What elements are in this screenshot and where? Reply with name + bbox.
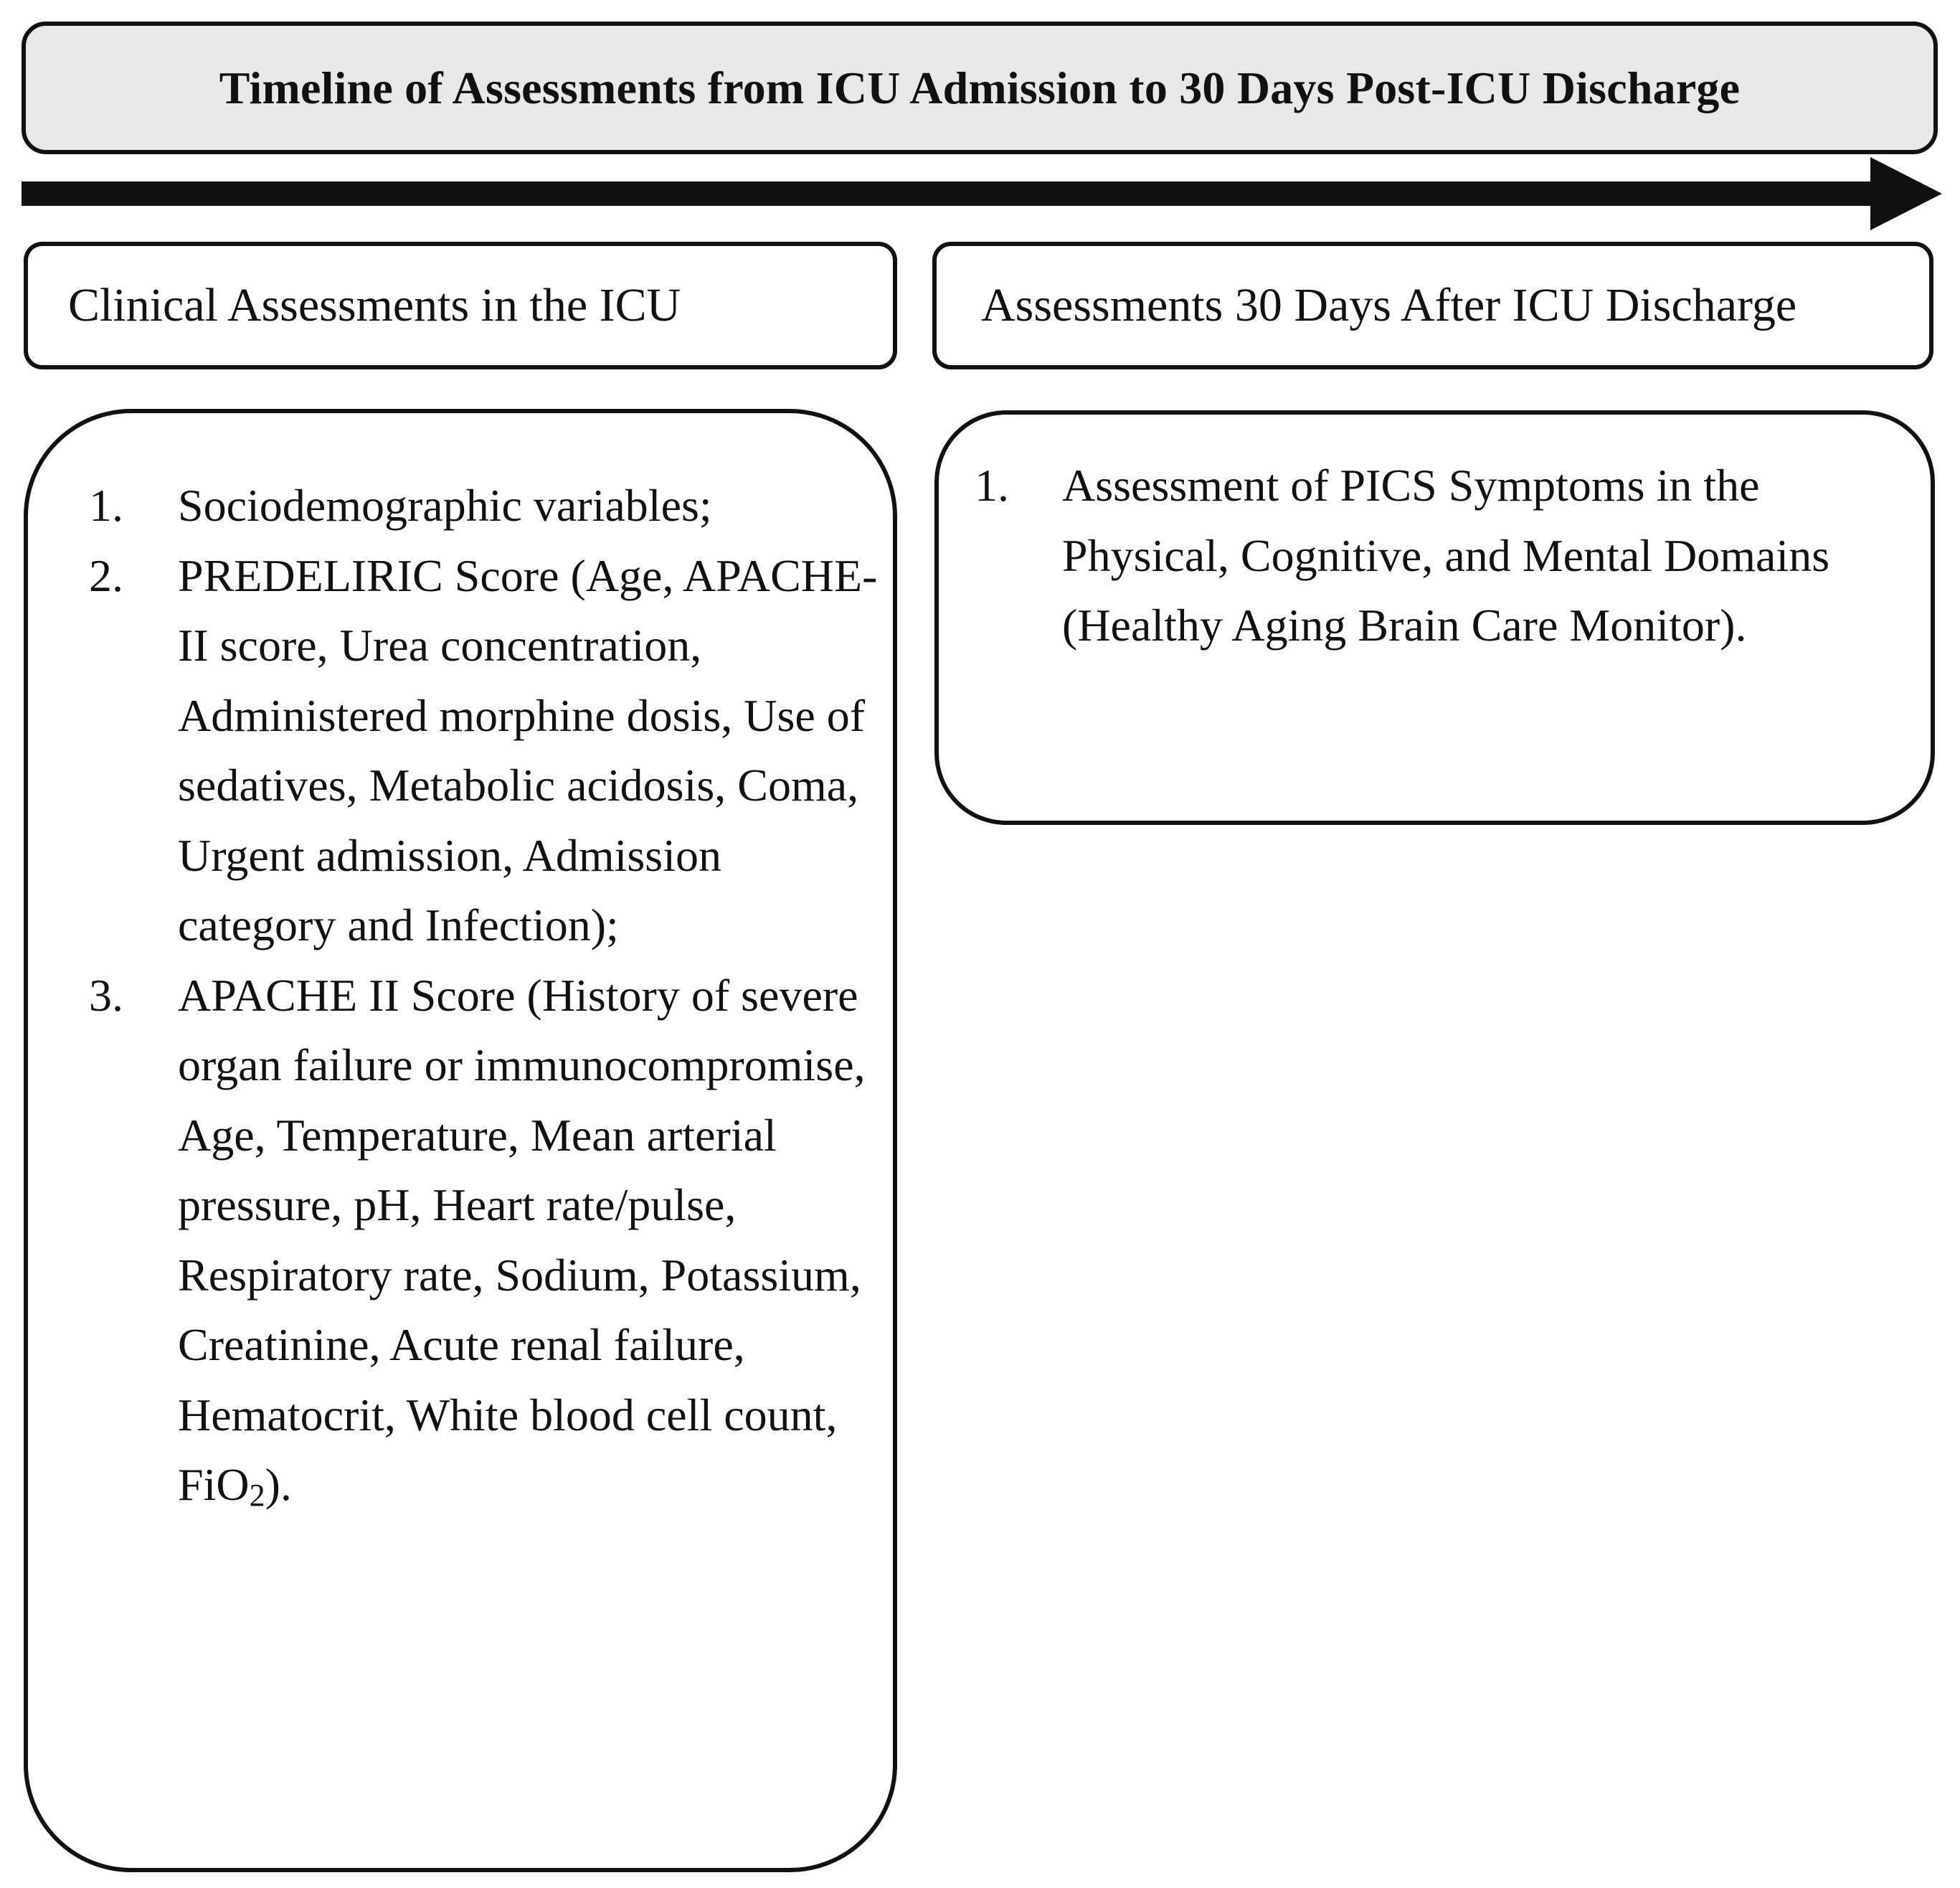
list-item-text: Sociodemographic variables; bbox=[178, 480, 712, 531]
list-item bbox=[89, 471, 885, 541]
icu-assessments-header bbox=[24, 242, 897, 369]
post-discharge-assessments-panel bbox=[934, 410, 1935, 825]
list-item-suffix: ). bbox=[265, 1459, 292, 1510]
subscript-text: 2 bbox=[249, 1478, 265, 1513]
list-item-number: 2. bbox=[89, 549, 123, 601]
title-box bbox=[22, 22, 1938, 154]
icu-assessments-header-label: Clinical Assessments in the ICU bbox=[68, 279, 681, 331]
list-item bbox=[89, 960, 885, 1520]
list-item-number: 3. bbox=[89, 969, 123, 1021]
list-item-number: 1. bbox=[89, 480, 123, 531]
list-item bbox=[975, 450, 1921, 661]
post-discharge-assessments-header bbox=[932, 242, 1933, 369]
list-item-number: 1. bbox=[975, 460, 1009, 511]
list-item-text: APACHE II Score (History of severe organ failure or immunocompromise, Age, Temperature, Mean arterial pressure, pH, Heart rate/pulse, Respiratory rate, Sodium, Potassium, Creatinine, Acute renal failure, Hematocrit, White blood cell count, FiO bbox=[178, 969, 866, 1510]
diagram-title: Timeline of Assessments from ICU Admission to 30 Days Post-ICU Discharge bbox=[219, 62, 1741, 113]
icu-assessments-list bbox=[89, 471, 885, 1520]
icu-assessments-panel bbox=[24, 409, 897, 1872]
post-discharge-assessments-header-label: Assessments 30 Days After ICU Discharge bbox=[981, 279, 1797, 331]
timeline-arrow-icon bbox=[22, 154, 1944, 233]
list-item-text-container bbox=[178, 960, 885, 1520]
list-item-text: Assessment of PICS Symptoms in the Physical, Cognitive, and Mental Domains (Healthy Aging Brain Care Monitor). bbox=[1062, 460, 1830, 651]
list-item bbox=[89, 541, 885, 960]
list-item-text: PREDELIRIC Score (Age, APACHE-II score, Urea concentration, Administered morphine dosis, Use of sedatives, Metabolic acidosis, Coma, Urgent admission, Admission category and Infection); bbox=[178, 549, 878, 950]
post-discharge-assessments-list bbox=[975, 450, 1921, 661]
